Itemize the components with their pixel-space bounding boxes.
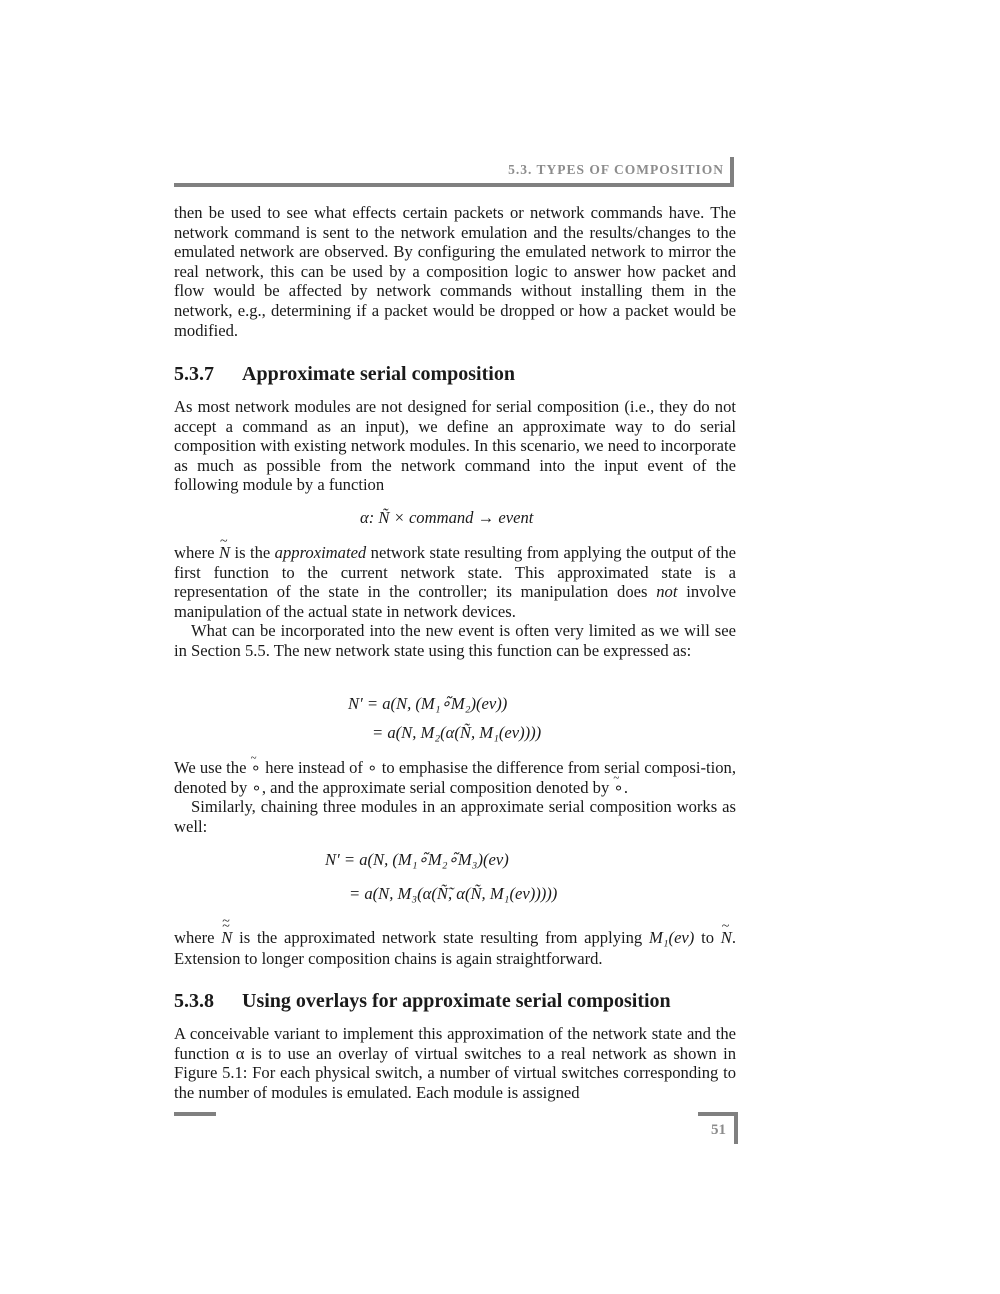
- paragraph-text: [174, 543, 736, 621]
- footer-rule-side: [734, 1112, 738, 1144]
- text-run: . Extension to longer composition chains is again straightforward.: [174, 928, 736, 968]
- ocirc-symbol: ~ ∘: [251, 758, 261, 778]
- section-heading-5-3-7: [174, 363, 515, 386]
- section-title: Approximate serial composition: [242, 363, 515, 385]
- paragraph-approximated-state: [174, 543, 736, 661]
- equation-2-line-1: [325, 850, 509, 870]
- text-run: , and the approximate serial composition denoted by: [261, 777, 614, 797]
- paragraph-text: What can be incorporated into the new event is often very limited as we will see in Section 5.5. The new network state using this function can be expressed as:: [174, 621, 736, 660]
- n-tilde-symbol: ~ N: [721, 927, 732, 948]
- paragraph-text: A conceivable variant to implement this approximation of the network state and the function α is to use an overlay of virtual switches to a real network as shown in Figure 5.1: For each physical switch, a number of virtual switches corresponding to the number of modules is emulated. Each module is assigned: [174, 1024, 736, 1102]
- n-tilde-symbol: ~ N: [219, 543, 230, 563]
- paragraph-text: [174, 927, 736, 969]
- text-run: .: [623, 777, 628, 797]
- text-run: where: [174, 543, 219, 562]
- paragraph-approx-intro: [174, 397, 736, 495]
- footer-rule-top: [698, 1112, 738, 1116]
- paragraph-intro: [174, 203, 736, 340]
- paragraph-text: then be used to see what effects certain packets or network commands have. The network command is sent to the network emulation and the results/changes to the emulated network are observed. By configuring the emulated network to mirror the real network, this can be used by a composition logic to answer how packet and flow would be affected by network commands without installing them in the network, e.g., determining if a packet would be dropped or how a packet would be modified.: [174, 203, 736, 340]
- running-header: [174, 157, 734, 187]
- emphasis-text: approximated: [274, 543, 367, 562]
- text-run: to: [694, 928, 721, 947]
- equation-text: = a(N, M₃(α(Ñ̃, α(Ñ, M₁(ev))))): [349, 884, 558, 903]
- footer-page-box: [698, 1112, 738, 1144]
- section-heading-5-3-8: [174, 990, 671, 1013]
- equation-1-line-1: [348, 694, 507, 714]
- n-double-tilde-symbol: ~ N ~: [221, 927, 232, 948]
- equation-text: N′ = a(N, (M₁∘̃M₂∘̃M₃)(ev): [325, 850, 509, 869]
- equation-text: = a(N, M₂(α(Ñ, M₁(ev)))): [372, 723, 542, 742]
- text-run: is the approximated network state resulting from applying: [232, 928, 649, 947]
- text-run: is the: [230, 543, 275, 562]
- section-number: 5.3.8: [174, 990, 214, 1012]
- page-number: 51: [711, 1122, 726, 1138]
- equation-1-line-2: [372, 723, 541, 743]
- header-rule: [730, 157, 734, 183]
- running-title: 5.3. TYPES OF COMPOSITION: [508, 162, 724, 177]
- paragraph-overlay: [174, 1024, 736, 1102]
- equation-alpha-definition: [360, 508, 533, 528]
- section-title: Using overlays for approximate serial composition: [242, 990, 671, 1012]
- ocirc-symbol: ~ ∘: [613, 778, 623, 798]
- circ-symbol: ∘: [251, 777, 262, 797]
- text-run: here instead of: [261, 758, 368, 777]
- paragraph-text: As most network modules are not designed for serial composition (i.e., they do not accept a command as an input), we define an approximate way to do serial composition with existing network modules. In this scenario, we need to incorporate as much as possible from the network command into the input event of the following module by a function: [174, 397, 736, 495]
- text-run: We use the: [174, 758, 251, 777]
- equation-text: N′ = a(N, (M₁∘̃M₂)(ev)): [348, 694, 508, 713]
- section-number: 5.3.7: [174, 363, 214, 385]
- paragraph-text: Similarly, chaining three modules in an approximate serial composition works as well:: [174, 797, 736, 836]
- m1-ev-symbol: M₁(ev): [648, 928, 695, 947]
- footer-left-rule: [174, 1112, 216, 1116]
- text-run: to emphasise the difference from serial composi-tion, denoted by: [174, 758, 736, 797]
- equation-2-line-2: [349, 884, 557, 904]
- text-run: where: [174, 928, 222, 947]
- circ-symbol: ∘: [367, 758, 378, 777]
- text-run: network state resulting from applying the output of the first function to the current network state. This approximated state is a representation of the state in the controller; its manipulation does: [174, 543, 737, 602]
- text-run: involve manipulation of the actual state in network devices.: [174, 582, 737, 621]
- paragraph-double-tilde: [174, 927, 736, 969]
- paragraph-ocirc-note: [174, 758, 736, 836]
- paragraph-text: [174, 758, 736, 797]
- equation-text: α: Ñ × command → event: [360, 508, 534, 527]
- emphasis-text: not: [656, 582, 678, 602]
